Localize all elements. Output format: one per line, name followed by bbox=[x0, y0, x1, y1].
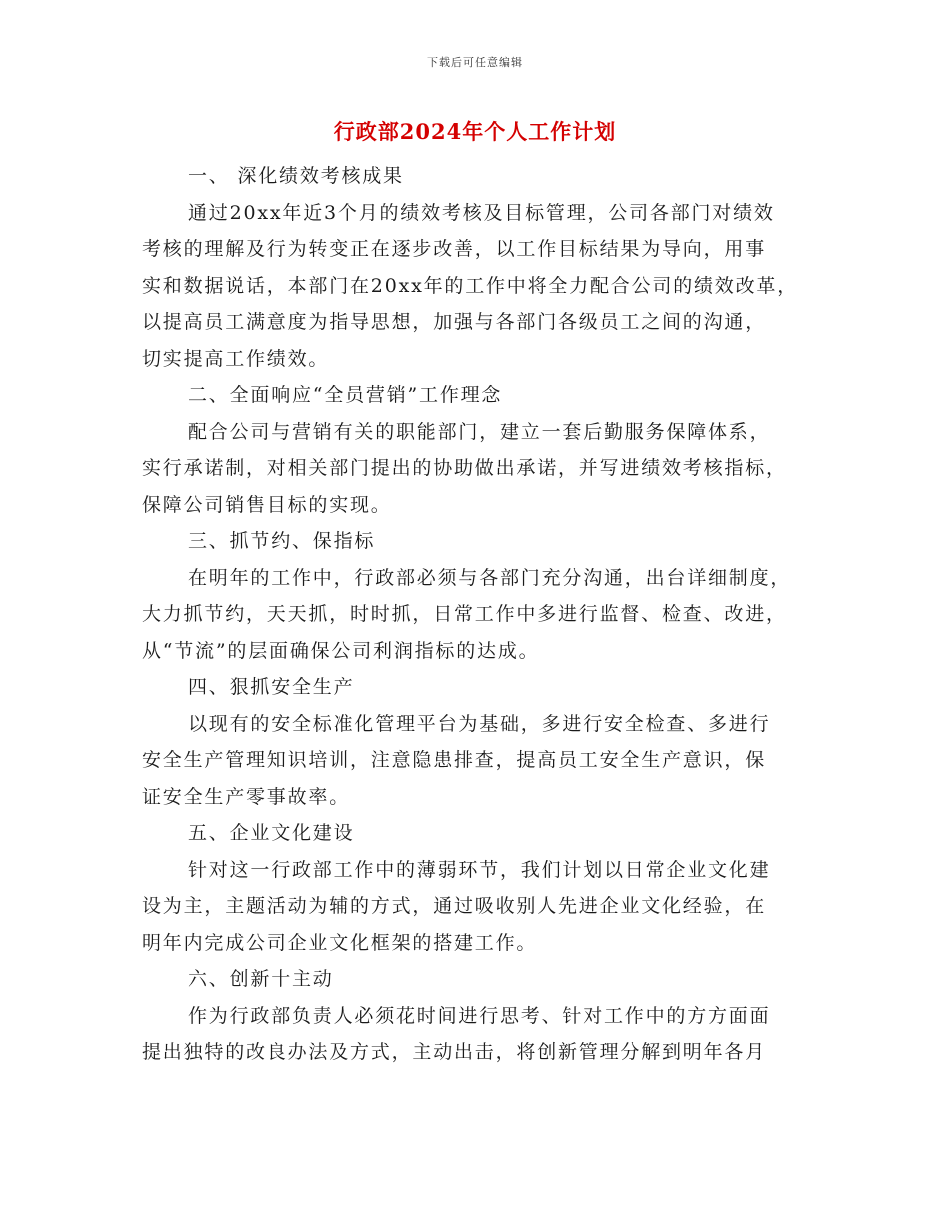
body-line: 通过20xx年近3个月的绩效考核及目标管理，公司各部门对绩效 bbox=[188, 201, 775, 224]
body-line: 一、 深化绩效考核成果 bbox=[188, 165, 404, 187]
body-line: 四、狠抓安全生产 bbox=[188, 676, 355, 698]
body-line: 证安全生产零事故率。 bbox=[142, 785, 351, 808]
body-line: 三、抓节约、保指标 bbox=[188, 530, 376, 552]
body-line: 六、创新十主动 bbox=[188, 968, 334, 990]
body-line: 明年内完成公司企业文化框架的搭建工作。 bbox=[142, 931, 538, 954]
body-line: 安全生产管理知识培训，注意隐患排查，提高员工安全生产意识，保 bbox=[142, 749, 767, 771]
body-line: 实和数据说话，本部门在20xx年的工作中将全力配合公司的绩效改革， bbox=[142, 274, 799, 297]
body-line: 五、企业文化建设 bbox=[188, 822, 355, 844]
body-line: 在明年的工作中，行政部必须与各部门充分沟通，出台详细制度， bbox=[188, 566, 792, 589]
header-note: 下载后可任意编辑 bbox=[427, 56, 523, 69]
body-line: 二、全面响应“全员营销”工作理念 bbox=[188, 384, 503, 406]
body-line: 提出独特的改良办法及方式，主动出击，将创新管理分解到明年各月 bbox=[142, 1041, 767, 1063]
body-line: 实行承诺制，对相关部门提出的协助做出承诺，并写进绩效考核指标， bbox=[142, 457, 787, 479]
body-line: 设为主，主题活动为辅的方式，通过吸收别人先进企业文化经验，在 bbox=[142, 895, 767, 917]
document-body bbox=[142, 158, 810, 1071]
body-line: 配合公司与营销有关的职能部门，建立一套后勤服务保障体系， bbox=[188, 420, 771, 443]
body-line: 保障公司销售目标的实现。 bbox=[142, 493, 392, 516]
body-line: 针对这一行政部工作中的薄弱环节，我们计划以日常企业文化建 bbox=[188, 858, 771, 881]
body-line: 切实提高工作绩效。 bbox=[142, 347, 330, 370]
body-line: 从“节流”的层面确保公司利润指标的达成。 bbox=[142, 639, 540, 662]
body-line: 大力抓节约，天天抓，时时抓，日常工作中多进行监督、检查、改进， bbox=[142, 603, 787, 625]
body-line: 以现有的安全标准化管理平台为基础，多进行安全检查、多进行 bbox=[188, 712, 771, 735]
body-line: 考核的理解及行为转变正在逐步改善，以工作目标结果为导向，用事 bbox=[142, 238, 767, 260]
body-line: 以提高员工满意度为指导思想，加强与各部门各级员工之间的沟通， bbox=[142, 311, 767, 333]
document-title: 行政部2024年个人工作计划 bbox=[333, 119, 617, 144]
body-line: 作为行政部负责人必须花时间进行思考、针对工作中的方方面面 bbox=[188, 1004, 771, 1027]
